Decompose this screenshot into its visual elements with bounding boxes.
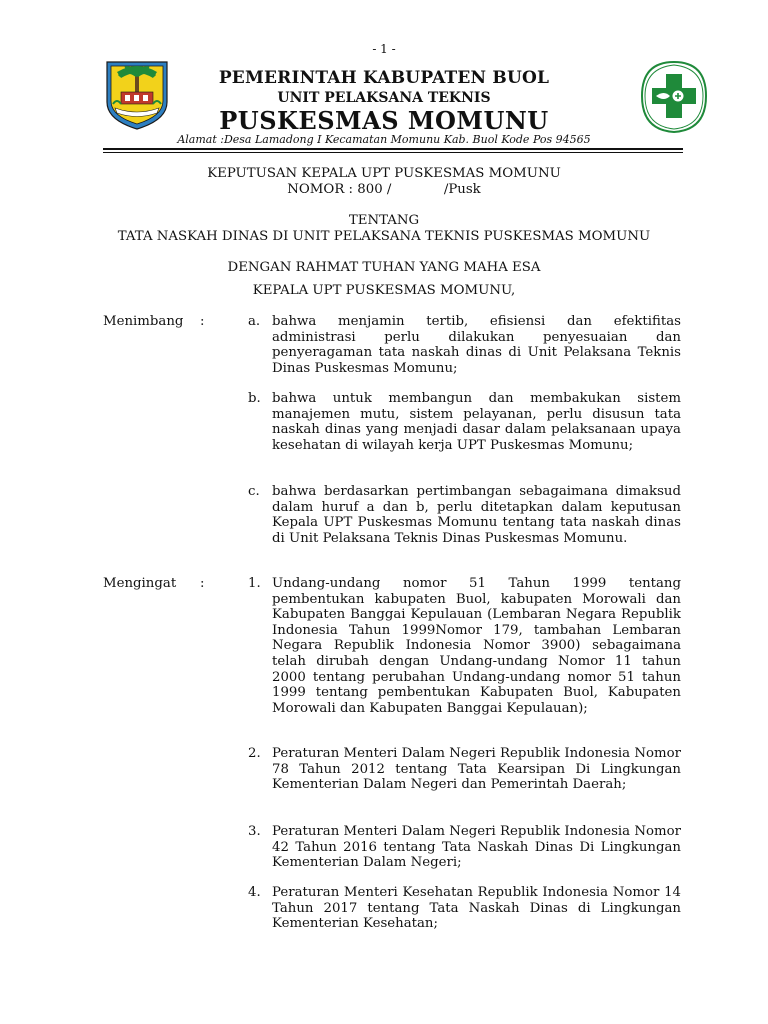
decree-number-label: NOMOR : <box>287 182 354 197</box>
decree-title: KEPUTUSAN KEPALA UPT PUSKESMAS MOMUNU <box>207 166 561 181</box>
header-divider-thick <box>103 148 683 150</box>
menimbang-item-c-text: bahwa berdasarkan pertimbangan sebagaimana dimaksud dalam huruf a dan b, perlu ditetapkan dalam keputusan Kepala UPT Puskesmas Momunu tentang tata naskah dinas di Unit Pelaksana Teknis Dinas Puskesmas Momunu. <box>272 484 681 546</box>
header-unit: UNIT PELAKSANA TEKNIS <box>277 90 491 106</box>
mengingat-item-4-mark: 4. <box>248 885 261 900</box>
menimbang-label: Menimbang <box>103 314 184 329</box>
header-divider-thin <box>103 152 683 153</box>
header-address: Alamat :Desa Lamadong I Kecamatan Momunu Kab. Buol Kode Pos 94565 <box>177 133 591 146</box>
mengingat-item-2-mark: 2. <box>248 746 261 761</box>
header-government: PEMERINTAH KABUPATEN BUOL <box>218 68 550 88</box>
decree-head: KEPALA UPT PUSKESMAS MOMUNU, <box>252 283 516 298</box>
decree-about: TENTANG <box>348 213 420 228</box>
header-institution: PUSKESMAS MOMUNU <box>219 106 549 135</box>
menimbang-item-b-text: bahwa untuk membangun dan membakukan sistem manajemen mutu, sistem pelayanan, perlu disusun tata naskah dinas yang menjadi dasar dalam pelaksanaan upaya kesehatan di wilayah kerja UPT Puskesmas Momunu; <box>272 391 681 453</box>
menimbang-item-b-mark: b. <box>248 391 261 406</box>
mengingat-item-2-text: Peraturan Menteri Dalam Negeri Republik Indonesia Nomor 78 Tahun 2012 tentang Tata Kearsipan Di Lingkungan Kementerian Dalam Negeri dan Pemerintah Daerah; <box>272 746 681 793</box>
menimbang-item-a-mark: a. <box>248 314 261 329</box>
decree-subject: TATA NASKAH DINAS DI UNIT PELAKSANA TEKNIS PUSKESMAS MOMUNU <box>117 229 651 244</box>
mengingat-item-4-text: Peraturan Menteri Kesehatan Republik Indonesia Nomor 14 Tahun 2017 tentang Tata Naskah Dinas di Lingkungan Kementerian Kesehatan; <box>272 885 681 932</box>
decree-number-value: 800 / <box>357 182 392 197</box>
decree-number <box>0 182 768 197</box>
mengingat-colon: : <box>200 576 205 591</box>
decree-number-suffix: /Pusk <box>443 182 481 197</box>
mengingat-item-1-mark: 1. <box>248 576 261 591</box>
menimbang-colon: : <box>200 314 205 329</box>
decree-blessing: DENGAN RAHMAT TUHAN YANG MAHA ESA <box>227 260 541 275</box>
mengingat-label: Mengingat <box>103 576 177 591</box>
page-number: - 1 - <box>372 42 396 56</box>
menimbang-item-a-text: bahwa menjamin tertib, efisiensi dan efektifitas administrasi perlu dilakukan penyesuaian dan penyeragaman tata naskah dinas di Unit Pelaksana Teknis Dinas Puskesmas Momunu; <box>272 314 681 376</box>
mengingat-item-3-text: Peraturan Menteri Dalam Negeri Republik Indonesia Nomor 42 Tahun 2016 tentang Tata Naskah Dinas Di Lingkungan Kementerian Dalam Negeri; <box>272 824 681 871</box>
mengingat-item-3-mark: 3. <box>248 824 261 839</box>
mengingat-item-1-text: Undang-undang nomor 51 Tahun 1999 tentang pembentukan kabupaten Buol, kabupaten Morowali dan Kabupaten Banggai Kepulauan (Lembaran Negara Republik Indonesia Tahun 1999Nomor 179, tambahan Lembaran Negara Republik Indonesia Nomor 3900) sebagaimana telah dirubah dengan Undang-undang Nomor 11 tahun 2000 tentang perubahan Undang-undang nomor 51 tahun 1999 tentang pembentukan Kabupaten Buol, Kabupaten Morowali dan Kabupaten Banggai Kepulauan); <box>272 576 681 716</box>
menimbang-item-c-mark: c. <box>248 484 260 499</box>
